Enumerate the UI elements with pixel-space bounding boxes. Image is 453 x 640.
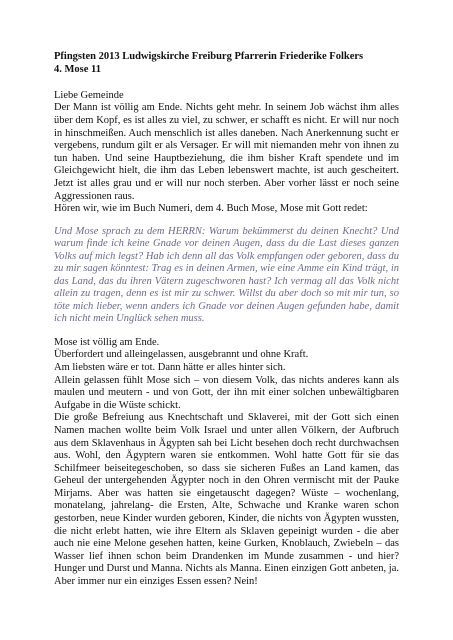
- paragraph-alone: Allein gelassen fühlt Mose sich – von diesem Volk, das nichts anderes kann als maulen und meutern - und von Gott, der ihn mit einer solchen unbewältigbaren Aufgabe in die Wüste schickt.: [54, 374, 399, 411]
- title-line-2: 4. Mose 11: [54, 64, 101, 76]
- greeting: Liebe Gemeinde: [54, 89, 124, 101]
- short-line: Am liebsten wäre er tot. Dann hätte er alles hinter sich.: [54, 361, 286, 373]
- paragraph-liberation: Die große Befreiung aus Knechtschaft und Sklaverei, mit der Gott sich einen Namen machen wollte beim Volk Israel und unter allen Völkern, der Aufbruch aus dem Sklavenhaus in Ägypten sah bei Licht besehen doch recht durchwachsen aus. Wohl, den Ägyptern waren sie entkommen. Wohl hatte Gott für sie das Schilfmeer beiseitegeschoben, so dass sie sicheren Fußes an Land kamen, das Geheul der untergehenden Ägypter noch in den Ohren vermischt mit der Pauke Mirjams. Aber was hatten sie eingetauscht dagegen? Wüste – wochenlang, monatelang, jahrelang- die Ersten, Alte, Schwache und Kranke waren schon gestorben, neue Kinder wurden geboren, Kinder, die nichts von Ägypten wussten, die nicht erlebt hatten, wie ihre Eltern als Sklaven gepeinigt wurden - die aber auch nie eine Melone gesehen hatten, keine Gurken, Knoblauch, Zwiebeln – das Wasser lief ihnen schon beim Drandenken im Munde zusammen - und hier? Hunger und Durst und Manna. Nichts als Manna. Einen einzigen Gott anbeten, ja. Aber immer nur ein einziges Essen essen? Nein!: [54, 412, 399, 588]
- short-line: Mose ist völlig am Ende.: [54, 336, 160, 348]
- short-line: Überfordert und alleingelassen, ausgebrannt und ohne Kraft.: [54, 349, 309, 361]
- lead-in-line: Hören wir, wie im Buch Numeri, dem 4. Buch Mose, Mose mit Gott redet:: [54, 203, 368, 215]
- document-title: [54, 50, 399, 77]
- short-lines: [54, 337, 399, 375]
- intro-paragraph: Der Mann ist völlig am Ende. Nichts geht mehr. In seinem Job wächst ihm alles über dem Kopf, es ist alles zu viel, zu schwer, er schafft es nicht. Er will nur noch in hinschmeißen. Auch menschlich ist alles daneben. Nach Anerkennung sucht er vergebens, rundum gilt er als Versager. Er will mit niemanden mehr von ihnen zu tun haben. Und seine Hauptbeziehung, die ihm bisher Kraft spendete und im Gleichgewicht hielt, die ihm das Leben lebenswert machte, ist auch gescheitert. Jetzt ist alles grau und er will nur noch sterben. Aber vorher lässt er noch seine Aggressionen raus.: [54, 102, 399, 202]
- scripture-quote: Und Mose sprach zu dem HERRN: Warum bekümmerst du deinen Knecht? Und warum finde ich keine Gnade vor deinen Augen, dass du die Last dieses ganzen Volks auf mich legst? Hab ich denn all das Volk empfangen oder geboren, dass du zu mir sagen könntest: Trag es in deinen Armen, wie eine Amme ein Kind trägt, in das Land, das du ihren Vätern zugeschworen hast? Ich vermag all das Volk nicht allein zu tragen, denn es ist mir zu schwer. Willst du aber doch so mit mir tun, so töte mich lieber, wenn anders ich Gnade vor deinen Augen gefunden habe, damit ich nicht mein Unglück sehen muss.: [54, 225, 399, 325]
- title-line-1: Pfingsten 2013 Ludwigskirche Freiburg Pfarrerin Friederike Folkers: [54, 51, 364, 62]
